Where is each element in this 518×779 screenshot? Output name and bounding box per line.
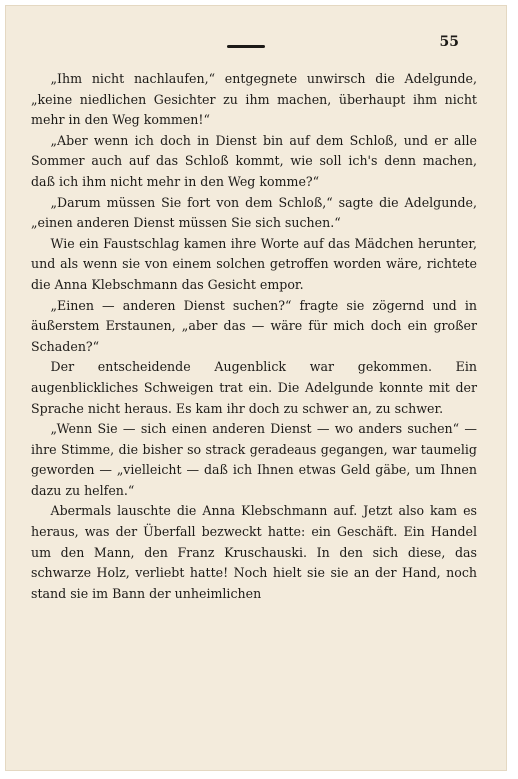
paragraph: „Wenn Sie — sich einen anderen Dienst — wo anders suchen“ — ihre Stimme, die bisher so strack geradeaus gegangen, war taumelig geworden — „vielleicht — daß ich Ihnen etwas Geld gäbe, um Ihnen dazu zu helfen.“ xyxy=(31,421,477,498)
paragraph: Wie ein Faustschlag kamen ihre Worte auf das Mädchen herunter, und als wenn sie von einem solchen getroffen worden wäre, richtete die Anna Klebschmann das Gesicht empor. xyxy=(31,235,477,292)
book-page xyxy=(5,5,507,771)
paragraph: „Aber wenn ich doch in Dienst bin auf dem Schloß, und er alle Sommer auch auf das Schloß kommt, wie soll ich's denn machen, daß ich ihm nicht mehr in den Weg komme?“ xyxy=(31,132,477,189)
paragraph: Abermals lauschte die Anna Klebschmann auf. Jetzt also kam es heraus, was der Überfall bezweckt hatte: ein Geschäft. Ein Handel um den Mann, den Franz Kruschauski. In den sich diese, das schwarze Holz, verliebt hatte! Noch hielt sie sie an der Hand, noch stand sie im Bann der unheimlichen xyxy=(31,503,477,601)
paragraph: „Ihm nicht nachlaufen,“ entgegnete unwirsch die Adelgunde, „keine niedlichen Gesichter zu ihm machen, überhaupt ihm nicht mehr in den Weg kommen!“ xyxy=(31,71,477,128)
page-header xyxy=(5,33,507,55)
paragraph: Der entscheidende Augenblick war gekommen. Ein augenblickliches Schweigen trat ein. Die Adelgunde konnte mit der Sprache nicht heraus. Es kam ihr doch zu schwer an, zu schwer. xyxy=(31,359,477,416)
page-number: 55 xyxy=(439,34,459,50)
paragraph: „Darum müssen Sie fort von dem Schloß,“ sagte die Adelgunde, „einen anderen Dienst müssen Sie sich suchen.“ xyxy=(31,194,477,231)
header-rule xyxy=(227,45,265,48)
paragraph: „Einen — anderen Dienst suchen?“ fragte sie zögernd und in äußerstem Erstaunen, „aber das — wäre für mich doch ein großer Schaden?“ xyxy=(31,297,477,354)
body-text xyxy=(31,69,477,604)
